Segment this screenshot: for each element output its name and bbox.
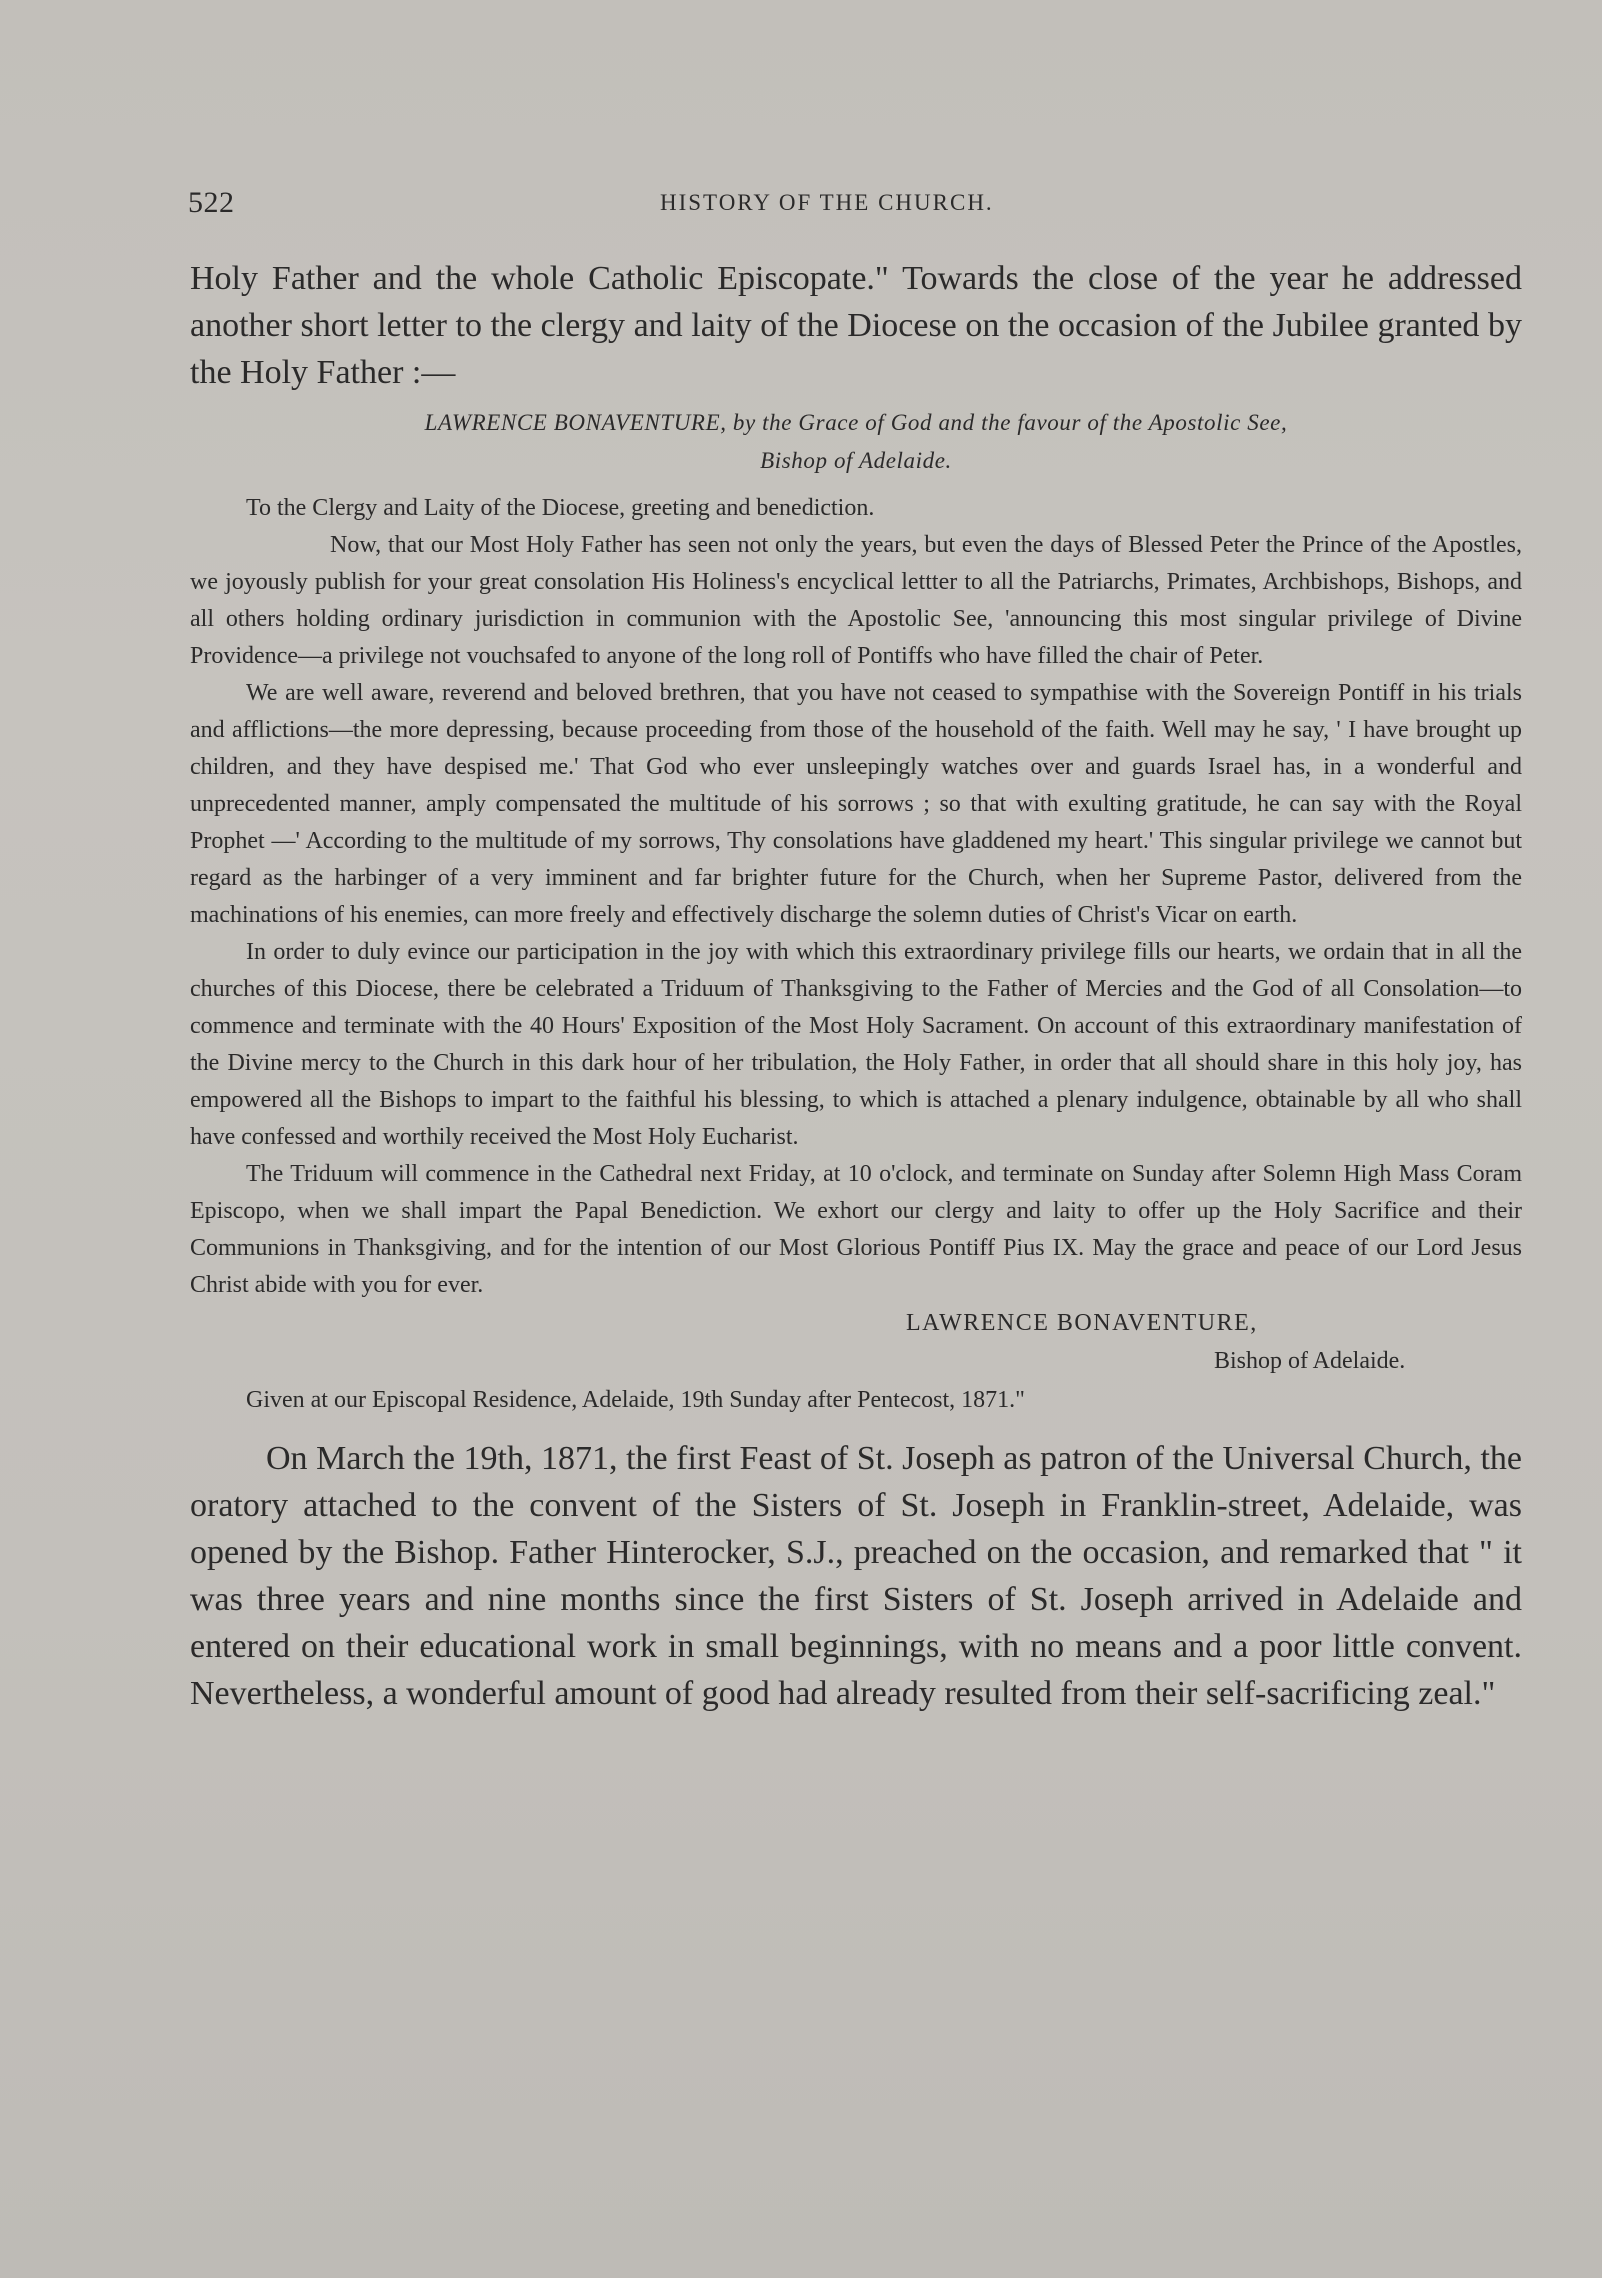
letter-paragraph: The Triduum will commence in the Cathedral next Friday, at 10 o'clock, and terminate on Sunday after Solemn High Mass Coram Episcopo, when we shall impart the Papal Benediction. We exhort our clergy and laity to offer up the Holy Sacrifice and their Communions in Thanksgiving, and for the intention of our Most Glorious Pontiff Pius IX. May the grace and peace of our Lord Jesus Christ abide with you for ever. (190, 1161, 1522, 1298)
letter-given-line: Given at our Episcopal Residence, Adelaide, 19th Sunday after Pentecost, 1871." (246, 1387, 1025, 1413)
letter-heading (190, 404, 1522, 480)
closing-paragraph: On March the 19th, 1871, the first Feast of St. Joseph as patron of the Universal Church, the oratory attached to the convent of the Sisters of St. Joseph in Franklin-street, Adelaide, was opened by the Bishop. Father Hinterocker, S.J., preached on the occasion, and remarked that " it was three years and nine months since the first Sisters of St. Joseph arrived in Adelaide and entered on their educational work in small beginnings, with no means and a poor little convent. Nevertheless, a wonderful amount of good had already resulted from their self-sacrificing zeal." (190, 1440, 1522, 1712)
page-number: 522 (188, 186, 235, 219)
letter-paragraph: In order to duly evince our participation in the joy with which this extraordinary privilege fills our hearts, we ordain that in all the churches of this Diocese, there be celebrated a Triduum of Thanksgiving to the Father of Mercies and the God of all Consolation—to commence and terminate with the 40 Hours' Exposition of the Most Holy Sacrament. On account of this extraordinary manifestation of the Divine mercy to the Church in this dark hour of her tribulation, the Holy Father, in order that all should share in this holy joy, has empowered all the Bishops to impart to the faithful his blessing, to which is attached a plenary indulgence, obtainable by all who shall have confessed and worthily received the Most Holy Eucharist. (190, 939, 1522, 1150)
running-title: HISTORY OF THE CHURCH. (660, 190, 994, 215)
signature-name: LAWRENCE BONAVENTURE, (906, 1310, 1258, 1336)
letter-paragraph: We are well aware, reverend and beloved brethren, that you have not ceased to sympathise with the Sovereign Pontiff in his trials and afflictions—the more depressing, because proceeding from those of the household of the faith. Well may he say, ' I have brought up children, and they have despised me.' That God who ever unsleepingly watches over and guards Israel has, in a wonderful and unprecedented manner, amply compensated the multitude of his sorrows ; so that with exulting gratitude, he can say with the Royal Prophet —' According to the multitude of my sorrows, Thy consolations have gladdened my heart.' This singular privilege we cannot but regard as the harbinger of a very imminent and far brighter future for the Church, when her Supreme Pastor, delivered from the machinations of his enemies, can more freely and effectively discharge the solemn duties of Christ's Vicar on earth. (190, 680, 1522, 928)
letter-greeting: To the Clergy and Laity of the Diocese, greeting and benediction. (246, 495, 875, 521)
page-header (188, 186, 1528, 226)
signature-title: Bishop of Adelaide. (1214, 1348, 1406, 1374)
letter-paragraph: Now, that our Most Holy Father has seen not only the years, but even the days of Blessed Peter the Prince of the Apostles, we joyously publish for your great consolation His Holiness's encyclical lettter to all the Patriarchs, Primates, Archbishops, Bishops, and all others holding ordinary jurisdiction in communion with the Apostolic See, 'announcing this most singular privilege of Divine Providence—a privilege not vouchsafed to anyone of the long roll of Pontiffs who have filled the chair of Peter. (190, 532, 1522, 669)
lead-paragraph: Holy Father and the whole Catholic Episcopate." Towards the close of the year he addressed another short letter to the clergy and laity of the Diocese on the occasion of the Jubilee granted by the Holy Father :— (190, 260, 1522, 391)
letter-heading-line: LAWRENCE BONAVENTURE, by the Grace of God and the favour of the Apostolic See, (424, 410, 1288, 435)
letter-heading-line: Bishop of Adelaide. (760, 448, 952, 473)
page-body (190, 255, 1522, 1751)
